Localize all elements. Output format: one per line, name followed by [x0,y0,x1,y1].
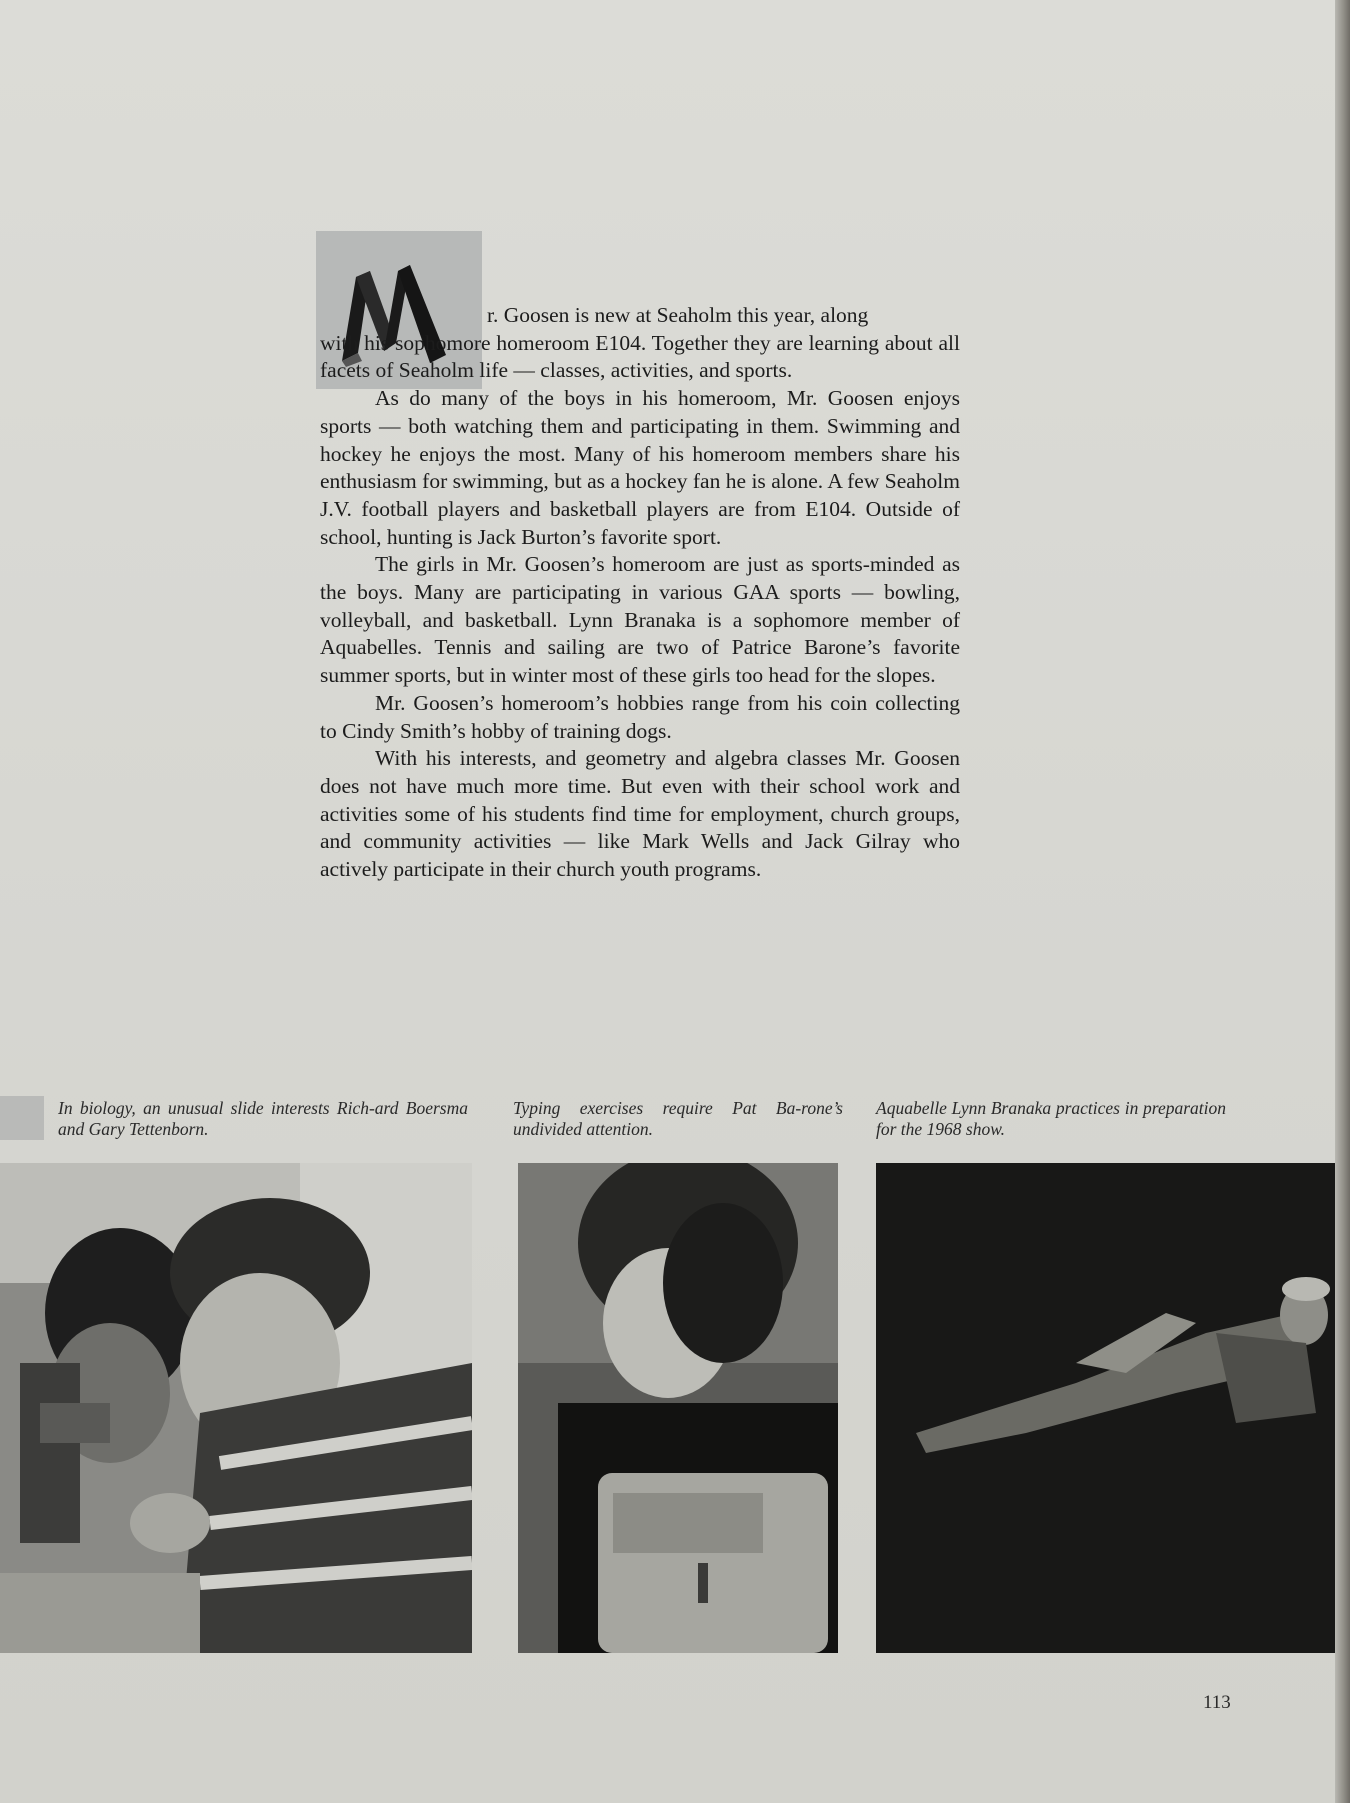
photo-typing [518,1163,838,1653]
page-number: 113 [1203,1692,1231,1713]
photo-aquabelle [876,1163,1350,1653]
photo-caption-biology: In biology, an unusual slide interests Rich-ard Boersma and Gary Tettenborn. [58,1098,468,1139]
photo-caption-aquabelle: Aquabelle Lynn Branaka practices in preparation for the 1968 show. [876,1098,1226,1139]
paragraph-1-rest: with his sophomore homeroom E104. Together they are learning about all facets of Seaholm life — classes, activities, and sports. [320,330,960,383]
paragraph-1-first-line: r. Goosen is new at Seaholm this year, along [487,303,869,327]
photo-caption-typing: Typing exercises require Pat Ba-rone’s undivided attention. [513,1098,843,1139]
article-body [320,302,960,884]
paragraph-3: The girls in Mr. Goosen’s homeroom are just as sports-minded as the boys. Many are participating in various GAA sports — bowling, volleyball, and basketball. Lynn Branaka is a sophomore member of Aquabelles. Tennis and sailing are two of Patrice Barone’s favorite summer sports, but in winter most of these girls too head for the slopes. [320,552,960,688]
caption-marker [0,1096,44,1140]
paragraph-2: As do many of the boys in his homeroom, Mr. Goosen enjoys sports — both watching them and participating in them. Swimming and hockey he enjoys the most. Many of his homeroom members share his enthusiasm for swimming, but as a hockey fan he is alone. A few Seaholm J.V. football players and basketball players are from E104. Outside of school, hunting is Jack Burton’s favorite sport. [320,386,960,549]
photo-biology [0,1163,472,1653]
paragraph-4: Mr. Goosen’s homeroom’s hobbies range from his coin collecting to Cindy Smith’s hobby of training dogs. [320,690,960,743]
paragraph-1 [320,302,960,385]
binding-edge [1335,0,1350,1803]
paragraph-5: With his interests, and geometry and algebra classes Mr. Goosen does not have much more time. But even with their school work and activities some of his students find time for employment, church groups, and community activities — like Mark Wells and Jack Gilray who actively participate in their church youth programs. [320,746,960,882]
